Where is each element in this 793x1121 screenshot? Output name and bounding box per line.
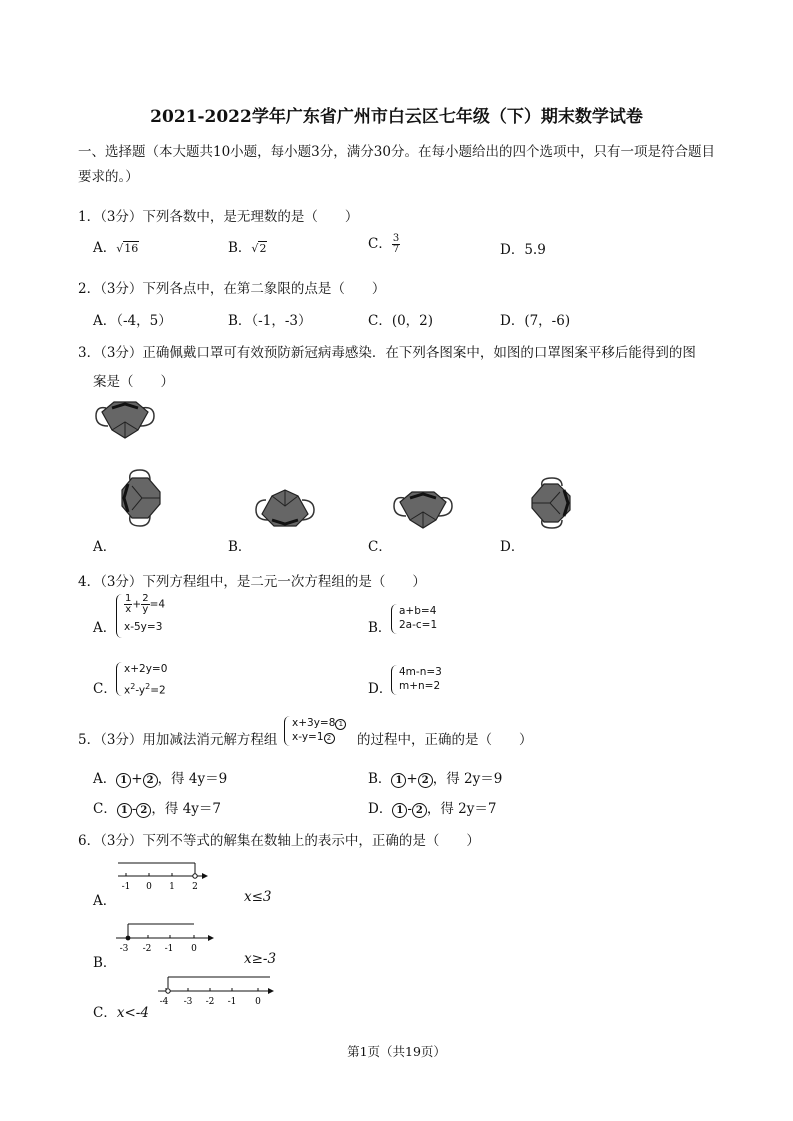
q3-option-c: C． bbox=[368, 539, 392, 555]
q6b-tick-2: -1 bbox=[164, 944, 174, 954]
q4-option-b-system: a+b=4 2a-c=1 bbox=[391, 604, 437, 634]
q6c-tick-4: 0 bbox=[255, 997, 261, 1007]
q4-option-b-label: B． bbox=[368, 620, 392, 636]
page-footer: 第1页（共19页） bbox=[347, 1044, 446, 1059]
q5-equation-system: x+3y=8 1 x-y=1 2 bbox=[284, 716, 346, 746]
q6c-tick-3: -1 bbox=[227, 997, 237, 1007]
q2-option-b: B．（-1，-3） bbox=[228, 313, 312, 329]
question-3-stem-line2: 案是（ ） bbox=[93, 374, 174, 390]
q6b-tick-3: 0 bbox=[191, 944, 197, 954]
q5-option-d: D． 1 - 2 ，得 2y＝7 bbox=[368, 801, 497, 817]
q6b-tick-1: -2 bbox=[142, 944, 152, 954]
question-6-stem: 6．（3分）下列不等式的解集在数轴上的表示中，正确的是（ ） bbox=[78, 833, 480, 849]
question-4-stem: 4．（3分）下列方程组中，是二元一次方程组的是（ ） bbox=[78, 574, 426, 590]
mask-option-d-icon bbox=[528, 476, 578, 530]
q2-option-d: D．(7，-6) bbox=[500, 313, 571, 329]
q6a-tick-2: 1 bbox=[169, 882, 175, 892]
q6-option-a-label: A． bbox=[93, 893, 117, 909]
q6-option-a-number-line bbox=[118, 860, 208, 892]
q6b-tick-0: -3 bbox=[119, 944, 129, 954]
q2-option-c: C．(0，2) bbox=[368, 313, 434, 329]
q1-option-c: C． $\frac{3}{7}$ bbox=[368, 233, 400, 255]
q6a-tick-3: 2 bbox=[192, 882, 198, 892]
q4-option-c-system: x+2y=0 $x^2-y^2=2$ bbox=[116, 662, 167, 696]
question-3-stem-line1: 3．（3分）正确佩戴口罩可有效预防新冠病毒感染．在下列各图案中，如图的口罩图案平移后能得到的图 bbox=[78, 345, 696, 361]
q6-option-a-inequality: x≤3 bbox=[244, 889, 272, 905]
q4-option-a-label: A． bbox=[93, 620, 117, 636]
q6-option-b-inequality: x≥-3 bbox=[244, 951, 277, 967]
q5-option-a: A． 1 + 2 ，得 4y＝9 bbox=[93, 771, 228, 787]
q4-option-a-system: $\frac{1}{x}$ + $\frac{2}{y}$ =4 x-5y=3 bbox=[116, 594, 165, 638]
mask-reference-icon bbox=[94, 398, 156, 440]
q5-option-c: C． 1 - 2 ，得 4y＝7 bbox=[93, 801, 222, 817]
q4-option-d-system: 4m-n=3 m+n=2 bbox=[391, 665, 442, 695]
question-2-stem: 2．（3分）下列各点中，在第二象限的点是（ ） bbox=[78, 281, 386, 297]
q1-option-d: D．5.9 bbox=[500, 242, 546, 258]
q3-option-a: A． bbox=[93, 539, 117, 555]
question-5-stem-pre: 5．（3分）用加减法消元解方程组 bbox=[78, 732, 278, 748]
mask-option-b-icon bbox=[254, 488, 316, 530]
q3-option-d: D． bbox=[500, 539, 525, 555]
q1-option-b: B．√2 bbox=[228, 240, 267, 256]
mask-option-c-icon bbox=[392, 488, 454, 530]
q3-option-b: B． bbox=[228, 539, 252, 555]
page-title: 2021-2022学年广东省广州市白云区七年级（下）期末数学试卷 bbox=[150, 107, 643, 127]
section-instructions: 一、选择题（本大题共10小题，每小题3分，满分30分。在每小题给出的四个选项中，只有一项是符合题目要求的。） bbox=[78, 144, 715, 185]
question-1-stem: 1．（3分）下列各数中，是无理数的是（ ） bbox=[78, 209, 359, 225]
q6c-tick-0: -4 bbox=[159, 997, 169, 1007]
q6c-tick-2: -2 bbox=[205, 997, 215, 1007]
q6a-tick-0: -1 bbox=[121, 882, 131, 892]
q6-option-b-number-line bbox=[116, 921, 216, 955]
q6-option-c-label: C．x<-4 bbox=[93, 1005, 149, 1021]
q6-option-c-number-line bbox=[158, 974, 278, 1008]
q1-option-a: A．√16 bbox=[93, 240, 139, 256]
mask-option-a-icon bbox=[118, 468, 164, 528]
q6c-tick-1: -3 bbox=[183, 997, 193, 1007]
q6-option-b-label: B． bbox=[93, 955, 117, 971]
question-5-stem-post: 的过程中，正确的是（ ） bbox=[357, 732, 533, 748]
q2-option-a: A．（-4，5） bbox=[93, 313, 172, 329]
q4-option-d-label: D． bbox=[368, 681, 393, 697]
q5-option-b: B． 1 + 2 ，得 2y＝9 bbox=[368, 771, 503, 787]
q4-option-c-label: C． bbox=[93, 681, 117, 697]
q6a-tick-1: 0 bbox=[146, 882, 152, 892]
